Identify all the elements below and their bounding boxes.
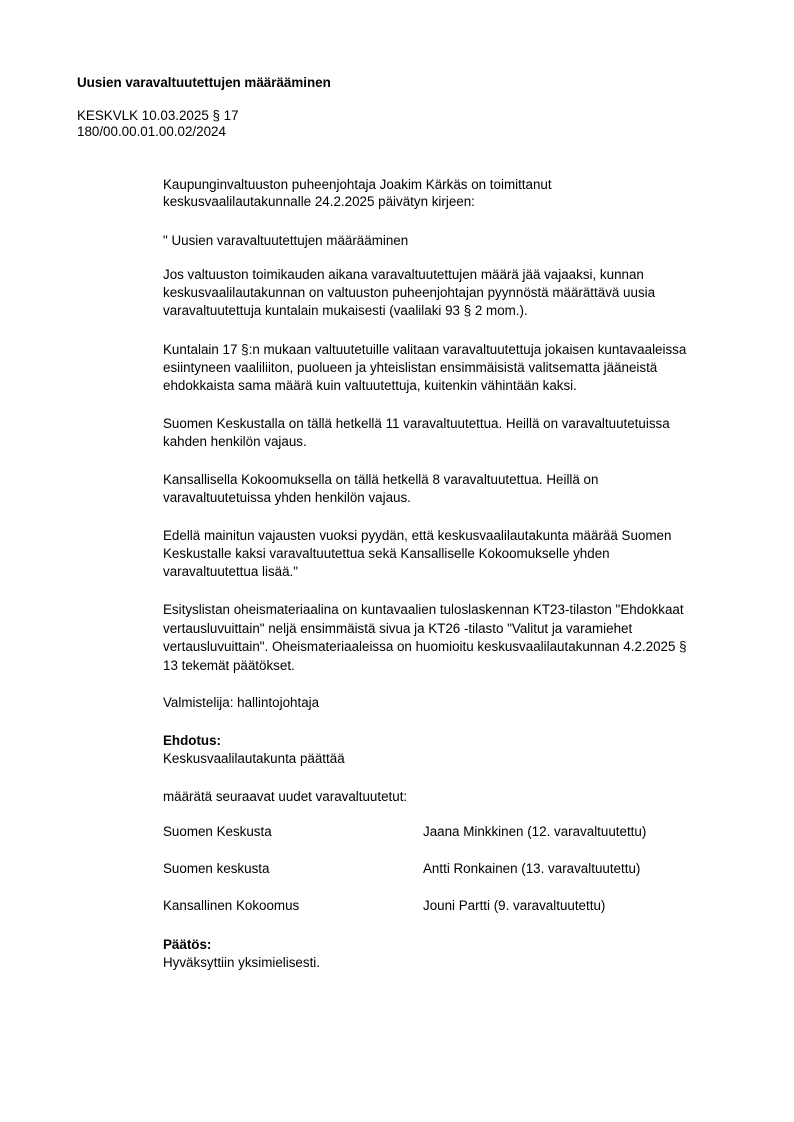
- document-title: Uusien varavaltuutettujen määrääminen: [77, 75, 331, 90]
- letter-paragraph-5: [163, 527, 671, 581]
- appointee: Jaana Minkkinen (12. varavaltuutettu): [423, 824, 647, 839]
- decision-text: Hyväksyttiin yksimielisesti.: [163, 955, 320, 970]
- preparer: Valmistelija: hallintojohtaja: [163, 695, 320, 710]
- letter-heading: " Uusien varavaltuutettujen määrääminen: [163, 233, 409, 248]
- decision-heading: Päätös:: [163, 937, 212, 952]
- proposal-instruction: määrätä seuraavat uudet varavaltuutetut:: [163, 789, 408, 804]
- text-line: keskusvaalilautakunnan on valtuuston puheenjohtajan pyynnöstä määrättävä uusia: [163, 285, 656, 300]
- text-line: Jos valtuuston toimikauden aikana varavaltuutettujen määrä jää vajaaksi, kunnan: [163, 267, 644, 282]
- text-line: Kaupunginvaltuuston puheenjohtaja Joakim Kärkäs on toimittanut: [163, 177, 552, 192]
- text-line: varavaltuutettuja kuntalain mukaisesti (vaalilaki 93 § 2 mom.).: [163, 303, 528, 318]
- letter-paragraph-1: [163, 266, 655, 320]
- text-line: varavaltuutettua lisää.": [163, 564, 299, 579]
- proposal-intro: Keskusvaalilautakunta päättää: [163, 751, 345, 766]
- text-line: kahden henkilön vajaus.: [163, 434, 307, 449]
- text-line: Kansallisella Kokoomuksella on tällä hetkellä 8 varavaltuutettua. Heillä on: [163, 472, 599, 487]
- text-line: vertausluvuittain" neljä ensimmäistä sivua ja KT26 -tilasto "Valitut ja varamiehet: [163, 620, 633, 636]
- text-line: 13 tekemät päätökset.: [163, 657, 295, 673]
- text-line: varavaltuutetuissa yhden henkilön vajaus.: [163, 490, 411, 505]
- text-line: Kuntalain 17 §:n mukaan valtuutetuille valitaan varavaltuutettuja jokaisen kuntavaaleissa: [163, 342, 687, 357]
- text-line: esiintyneen vaaliliiton, puolueen ja yhteislistan ensimmäisistä valitsematta jääneistä: [163, 360, 658, 375]
- text-line: Suomen Keskustalla on tällä hetkellä 11 varavaltuutettua. Heillä on varavaltuutetuissa: [163, 416, 670, 431]
- letter-paragraph-3: [163, 415, 670, 451]
- letter-paragraph-4: [163, 471, 598, 507]
- text-line: Edellä mainitun vajausten vuoksi pyydän, että keskusvaalilautakunta määrää Suomen: [163, 528, 672, 543]
- record-id: 180/00.00.01.00.02/2024: [77, 124, 226, 139]
- text-line: Keskustalle kaksi varavaltuutettua sekä Kansalliselle Kokoomukselle yhden: [163, 546, 610, 561]
- text-line: Esityslistan oheismateriaalina on kuntavaalien tuloslaskennan KT23-tilaston "Ehdokkaat: [163, 602, 684, 617]
- appointee: Antti Ronkainen (13. varavaltuutettu): [423, 861, 641, 876]
- intro-paragraph: [163, 176, 552, 210]
- meeting-reference: KESKVLK 10.03.2025 § 17: [77, 108, 239, 123]
- proposal-heading: Ehdotus:: [163, 733, 222, 748]
- text-line: ehdokkaista sama määrä kuin valtuutettuja, kuitenkin vähintään kaksi.: [163, 378, 577, 393]
- appointee: Jouni Partti (9. varavaltuutettu): [423, 898, 606, 913]
- attachments-paragraph: [163, 601, 687, 675]
- party-name: Suomen Keskusta: [163, 824, 272, 839]
- letter-paragraph-2: [163, 341, 686, 395]
- text-line: vertausluvuittain". Oheismateriaaleissa on huomioitu keskusvaalilautakunnan 4.2.2025 §: [163, 639, 687, 654]
- party-name: Kansallinen Kokoomus: [163, 898, 300, 913]
- text-line: keskusvaalilautakunnalle 24.2.2025 päivätyn kirjeen:: [163, 194, 475, 209]
- party-name: Suomen keskusta: [163, 861, 270, 876]
